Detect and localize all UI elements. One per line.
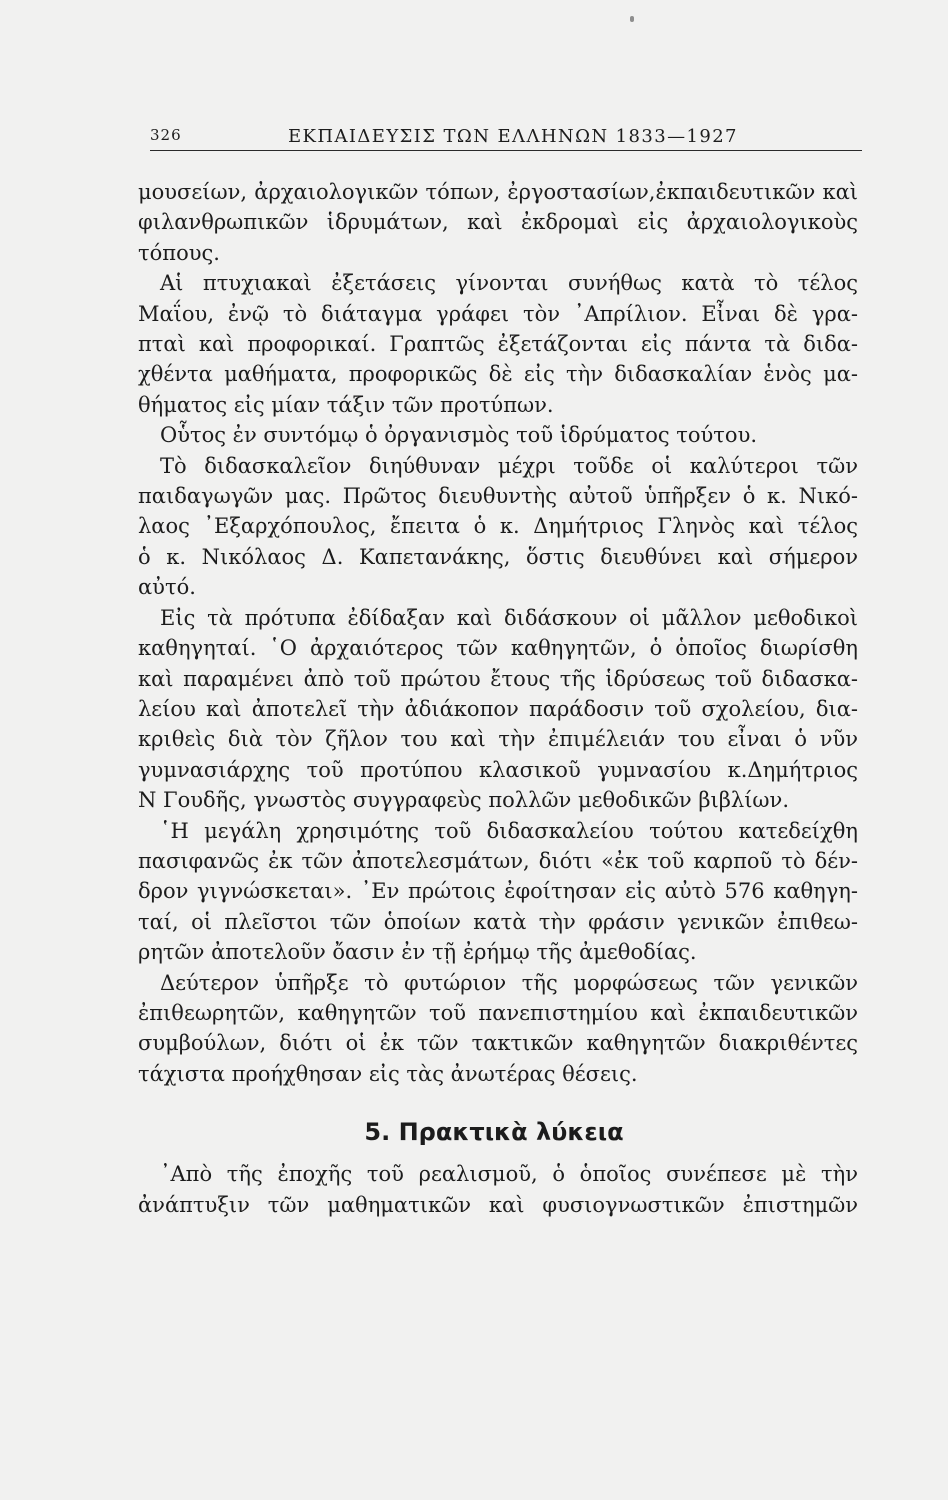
text-line: καὶ παραμένει ἀπὸ τοῦ πρώτου ἔτους τῆς ἱδρύσεως τοῦ διδασκα- — [138, 666, 858, 691]
text-line: παιδαγωγῶν μας. Πρῶτος διευθυντὴς αὐτοῦ ὑπῆρξεν ὁ κ. Νικό- — [138, 484, 858, 509]
text-line: χθέντα μαθήματα, προφορικῶς δὲ εἰς τὴν διδασκαλίαν ἑνὸς μα- — [138, 362, 858, 387]
text-line: πασιφανῶς ἐκ τῶν ἀποτελεσμάτων, διότι «ἐκ τοῦ καρποῦ τὸ δέν- — [138, 848, 858, 873]
running-head: ΕΚΠΑΙΔΕΥΣΙΣ ΤΩΝ ΕΛΛΗΝΩΝ 1833—1927 — [288, 126, 738, 147]
section-gap — [138, 1089, 858, 1107]
paper-speck — [630, 16, 634, 22]
text-line: καθηγηταί. ῾Ο ἀρχαιότερος τῶν καθηγητῶν, ὁ ὁποῖος διωρίσθη — [138, 636, 858, 661]
page-header — [150, 126, 862, 150]
text-line: τάχιστα προήχθησαν εἰς τὰς ἀνωτέρας θέσεις. — [138, 1061, 638, 1086]
text-line: γυμνασιάρχης τοῦ προτύπου κλασικοῦ γυμνασίου κ.Δημήτριος — [138, 757, 858, 782]
text-line: ᾿Απὸ τῆς ἐποχῆς τοῦ ρεαλισμοῦ, ὁ ὁποῖος συνέπεσε μὲ τὴν — [160, 1162, 858, 1187]
text-line: μουσείων, ἀρχαιολογικῶν τόπων, ἐργοστασίων,ἐκπαιδευτικῶν καὶ — [138, 180, 858, 204]
body-text — [138, 177, 858, 1220]
text-line: κριθεὶς διὰ τὸν ζῆλον του καὶ τὴν ἐπιμέλειάν του εἶναι ὁ νῦν — [138, 727, 858, 752]
text-line: ὁ κ. Νικόλαος Δ. Καπετανάκης, ὅστις διευθύνει καὶ σήμερον — [138, 544, 858, 569]
text-line: Οὗτος ἐν συντόμῳ ὁ ὀργανισμὸς τοῦ ἱδρύματος τούτου. — [160, 423, 758, 448]
text-line: φιλανθρωπικῶν ἱδρυμάτων, καὶ ἐκδρομαὶ εἰς ἀρχαιολογικοὺς — [138, 210, 858, 235]
text-line: λείου καὶ ἀποτελεῖ τὴν ἀδιάκοπον παράδοσιν τοῦ σχολείου, δια- — [138, 696, 858, 721]
text-line: Μαΐου, ἐνῷ τὸ διάταγμα γράφει τὸν ᾿Απρίλιον. Εἶναι δὲ γρα- — [138, 301, 858, 326]
text-line: Τὸ διδασκαλεῖον διηύθυναν μέχρι τοῦδε οἱ καλύτεροι τῶν — [160, 453, 858, 478]
text-line: Ν Γουδῆς, γνωστὸς συγγραφεὺς πολλῶν μεθοδικῶν βιβλίων. — [138, 788, 789, 813]
text-line: Εἰς τὰ πρότυπα ἐδίδαξαν καὶ διδάσκουν οἱ μᾶλλον μεθοδικοὶ — [160, 605, 858, 630]
text-line: Αἱ πτυχιακαὶ ἐξετάσεις γίνονται συνήθως κατὰ τὸ τέλος — [160, 271, 858, 296]
section-heading: 5. Πρακτικὰ λύκεια — [364, 1118, 624, 1147]
text-line: ἐπιθεωρητῶν, καθηγητῶν τοῦ πανεπιστημίου καὶ ἐκπαιδευτικῶν — [138, 1000, 858, 1025]
text-line: δρον γιγνώσκεται». ᾿Εν πρώτοις ἐφοίτησαν εἰς αὐτὸ 576 καθηγη- — [138, 879, 858, 904]
text-line: πταὶ καὶ προφορικαί. Γραπτῶς ἐξετάζονται εἰς πάντα τὰ διδα- — [138, 332, 858, 357]
text-line: λαος ᾿Εξαρχόπουλος, ἔπειτα ὁ κ. Δημήτριος Γληνὸς καὶ τέλος — [138, 514, 858, 539]
text-line: αὐτό. — [138, 575, 196, 600]
text-line: Δεύτερον ὑπῆρξε τὸ φυτώριον τῆς μορφώσεως τῶν γενικῶν — [160, 970, 858, 995]
text-line: ταί, οἱ πλεῖστοι τῶν ὁποίων κατὰ τὴν φράσιν γενικῶν ἐπιθεω- — [138, 909, 858, 934]
text-line: συμβούλων, διότι οἱ ἐκ τῶν τακτικῶν καθηγητῶν διακριθέντες — [138, 1031, 858, 1056]
text-line: τόπους. — [138, 240, 220, 265]
text-line: ῾Η μεγάλη χρησιμότης τοῦ διδασκαλείου τούτου κατεδείχθη — [160, 818, 858, 843]
header-rule — [150, 150, 862, 151]
text-line: ἀνάπτυξιν τῶν μαθηματικῶν καὶ φυσιογνωστικῶν ἐπιστημῶν — [138, 1192, 858, 1217]
page-number: 326 — [150, 126, 182, 144]
text-line: θήματος εἰς μίαν τάξιν τῶν προτύπων. — [138, 392, 554, 417]
text-line: ρητῶν ἀποτελοῦν ὄασιν ἐν τῇ ἐρήμῳ τῆς ἀμεθοδίας. — [138, 940, 697, 965]
